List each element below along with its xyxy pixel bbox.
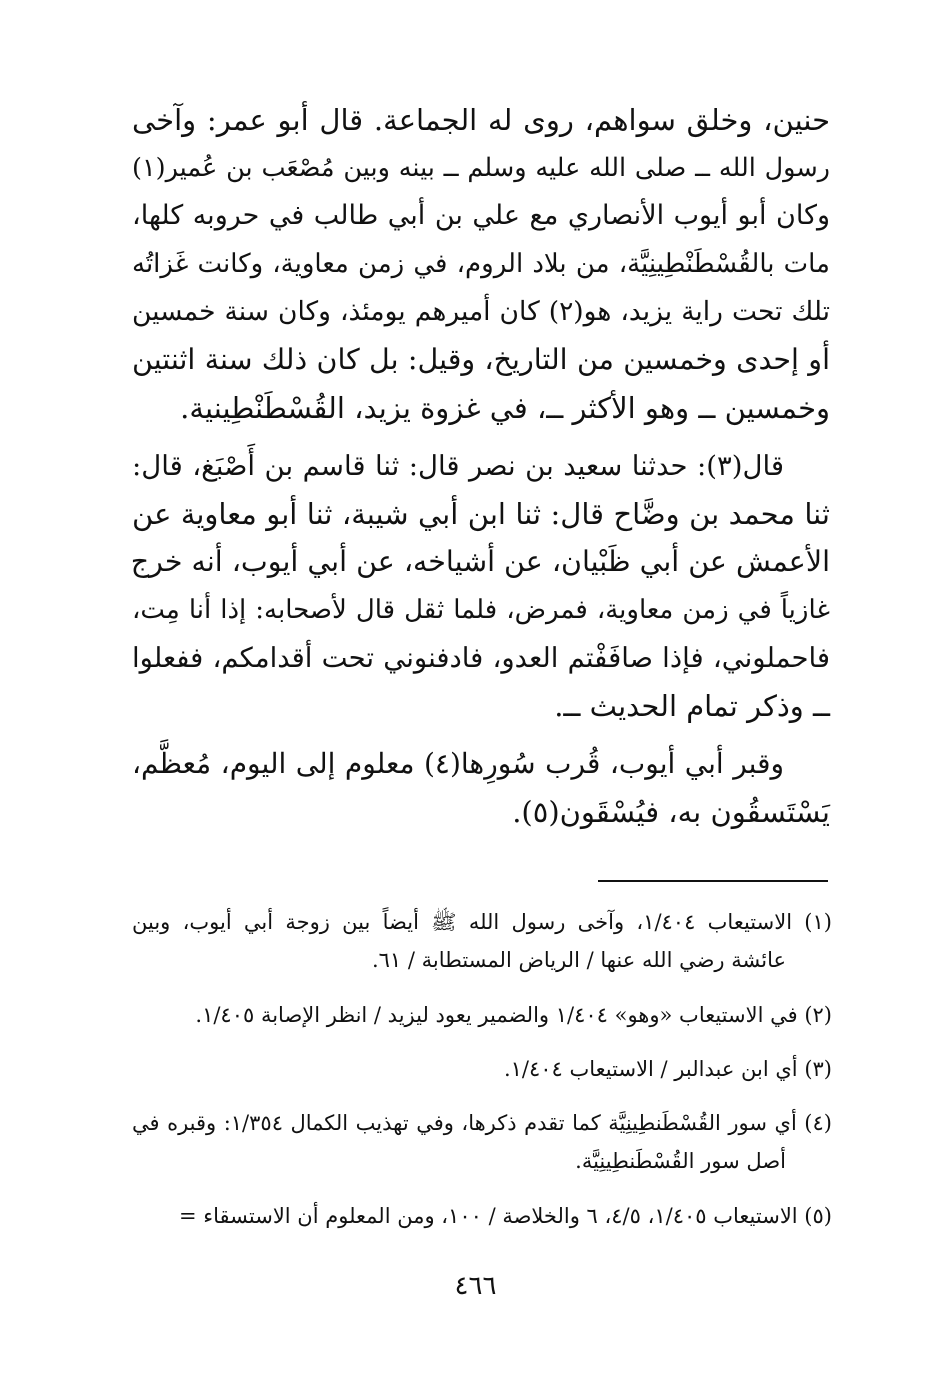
- text-line: رسول الله ــ صلى الله عليه وسلم ــ بينه وبين مُصْعَب بن عُمير(١): [132, 153, 830, 183]
- footnote-1: [132, 903, 832, 979]
- text-line: وقبر أبي أيوب، قُرب سُورِها(٤) معلوم إلى اليوم، مُعظَّم،: [132, 747, 784, 780]
- footnote-4: [132, 1104, 832, 1180]
- footnote-line: عائشة رضي الله عنها / الرياض المستطابة / ٦١.: [371, 948, 786, 972]
- paragraph-2: [132, 442, 830, 730]
- footnote-line: (٥) الاستيعاب ١/٤٠٥، ٤/٥، ٦ والخلاصة / ١٠٠، ومن المعلوم أن الاستسقاء =: [178, 1204, 832, 1228]
- text-line: فاحملوني، فإذا صافَفْتم العدو، فادفنوني تحت أقدامكم، ففعلوا: [132, 642, 830, 674]
- text-line: أو إحدى وخمسين من التاريخ، وقيل: بل كان ذلك سنة اثنتين: [132, 343, 830, 376]
- footnote-5: [132, 1197, 832, 1235]
- text-line: قال(٣): حدثنا سعيد بن نصر قال: ثنا قاسم بن أَصْبَغ، قال:: [132, 450, 784, 482]
- footnote-3: [132, 1050, 832, 1088]
- paragraph-3: [132, 740, 830, 836]
- text-line: وكان أبو أيوب الأنصاري مع علي بن أبي طالب في حروبه كلها،: [132, 200, 830, 231]
- text-line: غازياً في زمن معاوية، فمرض، فلما ثقل قال لأصحابه: إذا أنا مِت،: [132, 595, 830, 625]
- footnote-line: أصل سور القُسْطَنطِينِيَّة.: [575, 1149, 786, 1173]
- footnote-line: (٣) أي ابن عبدالبر / الاستيعاب ١/٤٠٤.: [503, 1057, 832, 1081]
- paragraph-1: [132, 96, 830, 432]
- footnote-line: (١) الاستيعاب ١/٤٠٤، وآخى رسول الله ﷺ أيضاً بين زوجة أبي أيوب، وبين: [132, 910, 832, 934]
- text-line: يَسْتَسقُون به، فيُسْقَون(٥).: [512, 795, 830, 829]
- text-line: ــ وذكر تمام الحديث ــ.: [554, 689, 830, 723]
- text-line: وخمسين ــ وهو الأكثر ــ، في غزوة يزيد، القُسْطَنْطِينية.: [180, 391, 830, 425]
- text-line: ثنا محمد بن وضَّاح قال: ثنا ابن أبي شيبة، ثنا أبو معاوية عن: [132, 497, 830, 531]
- text-line: الأعمش عن أبي ظَبْيان، عن أشياخه، عن أبي أيوب، أنه خرج: [130, 545, 830, 578]
- text-line: تلك تحت راية يزيد، هو(٢) كان أميرهم يومئذ، وكان سنة خمسين: [132, 296, 830, 327]
- footnote-line: (٤) أي سور القُسْطَنطِينِيَّة كما تقدم ذكرها، وفي تهذيب الكمال ١/٣٥٤: وقبره في: [132, 1111, 832, 1135]
- text-line: حنين، وخلق سواهم، روى له الجماعة. قال أبو عمر: وآخى: [132, 103, 830, 137]
- text-line: مات بالقُسْطَنْطِينِيَّة، من بلاد الروم، في زمن معاوية، وكانت غَزاتُه: [132, 249, 830, 279]
- footnote-line: (٢) في الاستيعاب «وهو» ١/٤٠٤ والضمير يعود ليزيد / انظر الإصابة ١/٤٠٥.: [195, 1003, 832, 1027]
- footnote-separator: [598, 880, 828, 882]
- footnote-2: [132, 996, 832, 1034]
- page-number: ٤٦٦: [454, 1271, 497, 1301]
